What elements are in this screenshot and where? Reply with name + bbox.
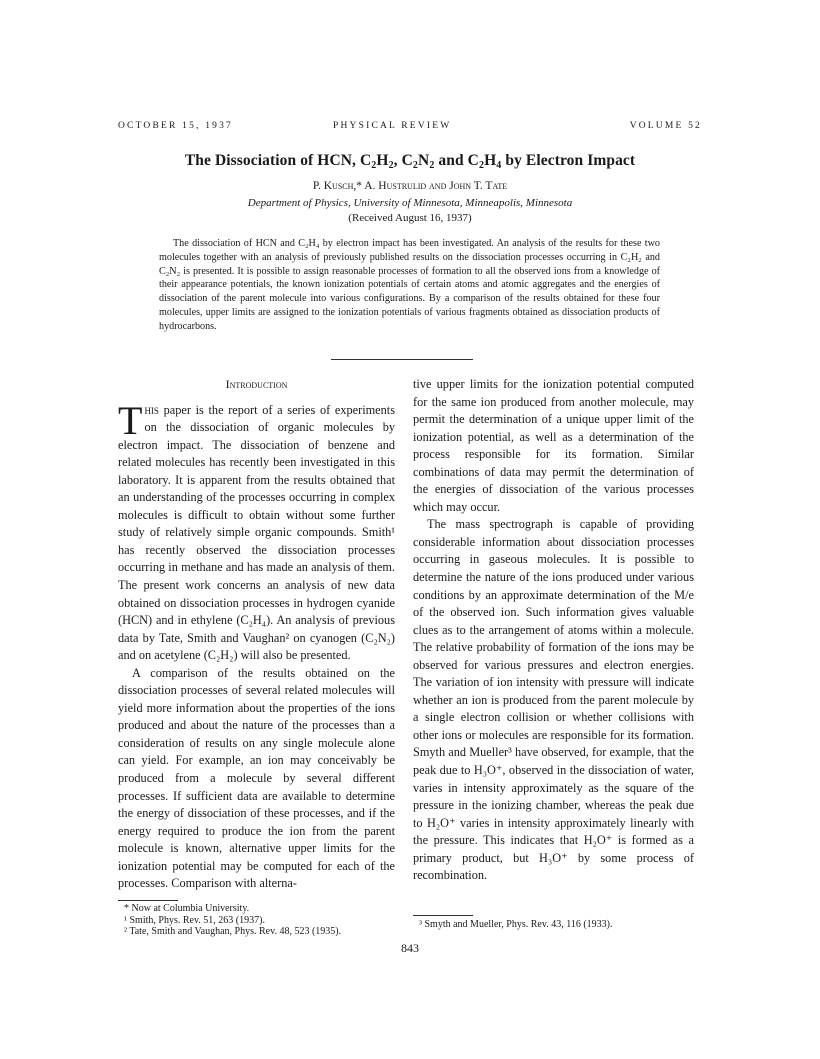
title-subscript: 2: [371, 160, 377, 171]
paragraph: The mass spectrograph is capable of providing considerable information about dissociation processes occurring in gaseous molecules. It is possible to determine the nature of the ions produced under various conditions by an approximate determination of the M/e of the observed ion. Such information gives valuable clues as to the arrangement of atoms within a molecule. The relative probability of formation of the ions may be observed for various pressures and electron energies. The variation of ion intensity with pressure will indicate whether an ion is produced from the parent molecule by a single electron collision or whether collisions with other ions or molecules are responsible for its formation. Smyth and Mueller³ have observed, for example, that the peak due to H₃O⁺, observed in the dissociation of water, varies in intensity approximately as the square of the pressure in the ionizing chamber, whereas the peak due to H₂O⁺ varies in intensity approximately linearly with the pressure. This indicates that H₂O⁺ is formed as a primary product, but H₃O⁺ by some process of recombination.: [413, 517, 694, 883]
paragraph: A comparison of the results obtained on the dissociation processes of several related molecules will yield more information about the properties of the ions produced and about the nature of the processes than a consideration of results on any single molecule alone can yield. For example, an ion may conceivably be produced from a molecule by several different processes. If sufficient data are available to determine the energy of dissociation of these processes, and if the energy required to produce the ion from the parent molecule is known, alternative upper limits for the ionization potential may be computed for each of the processes. Comparison with alterna-: [118, 665, 395, 891]
left-column: [118, 376, 395, 893]
right-column: [413, 376, 694, 885]
title-text: The Dissociation of HCN, C: [184, 152, 372, 169]
page-number: 843: [401, 941, 419, 955]
title-text: by Electron Impact: [501, 152, 636, 169]
title-subscript: 2: [429, 160, 435, 171]
affiliation: Department of Physics, University of Minnesota, Minneapolis, Minnesota: [247, 197, 573, 209]
title-text: and C: [434, 152, 479, 169]
drop-cap: T: [118, 397, 143, 443]
footnote: ² Tate, Smith and Vaughan, Phys. Rev. 48, 523 (1935).: [124, 926, 342, 937]
received-date: (Received August 16, 1937): [348, 212, 472, 224]
paragraph-text: paper is the report of a series of experiments on the dissociation of organic molecules by electron impact. The dissociation of benzene and related molecules has recently been investigated in this laboratory. It is apparent from the results obtained that an understanding of the processes occurring in complex molecules is difficult to obtain without some further study of relatively simple organic compounds. Smith¹ has recently observed the dissociation processes occurring in methane and has made an analysis of them. The present work concerns an analysis of new data obtained on dissociation processes in hydrogen cyanide (HCN) and in ethylene (C₂H₄). An analysis of previous data by Tate, Smith and Vaughan² on cyanogen (C₂N₂) and on acetylene (C₂H₂) will also be presented.: [118, 402, 395, 663]
title-subscript: 2: [412, 160, 419, 171]
section-divider: [331, 359, 473, 360]
journal-name: PHYSICAL REVIEW: [333, 121, 452, 131]
issue-date: OCTOBER 15, 1937: [118, 121, 233, 131]
paper-title: [0, 152, 820, 170]
volume-number: VOLUME 52: [629, 121, 702, 131]
footnotes-right: [413, 915, 694, 931]
abstract: [159, 237, 660, 334]
running-header: [118, 121, 702, 137]
intro-paragraph: [118, 397, 395, 665]
title-subscript: 2: [478, 160, 485, 171]
title-subscript: 4: [496, 160, 502, 171]
title-subscript: 2: [388, 160, 394, 171]
section-heading: Introduction: [225, 377, 288, 391]
paragraph: tive upper limits for the ionization potential computed for the same ion produced from another molecule, may permit the determination of a unique upper limit of the ionization potential, as well as a determination of the process responsible for its formation. Similar combinations of data may permit the determination of the energies of dissociation of the various processes which may occur.: [413, 377, 694, 514]
title-text: H: [376, 152, 389, 169]
intro-smallcaps: his: [144, 402, 159, 417]
footnote: * Now at Columbia University.: [124, 903, 250, 914]
footnote: ³ Smyth and Mueller, Phys. Rev. 43, 116 (1933).: [419, 919, 613, 930]
author-list: P. Kusch,* A. Hustrulid and John T. Tate: [312, 180, 508, 192]
abstract-text: The dissociation of HCN and C₂H₄ by electron impact has been investigated. An analysis of the results for these two molecules together with an analysis of previously published results on the dissociation processes occurring in C₂H₂ and C₂N₂ is presented. It is possible to assign reasonable processes of formation to all the observed ions from a knowledge of their appearance potentials, the known ionization potentials of certain atoms and atomic aggregates and the energies of dissociation of the parent molecule into various configurations. By a comparison of the results obtained for these four molecules, upper limits are assigned to the ionization potentials of various fragments obtained as dissociation products of hydrocarbons.: [159, 238, 660, 332]
footnote: ¹ Smith, Phys. Rev. 51, 263 (1937).: [124, 914, 265, 926]
title-text: , C: [393, 152, 413, 169]
title-text: N: [418, 152, 430, 169]
title-text: H: [484, 152, 497, 169]
footnotes-left: [118, 900, 395, 938]
